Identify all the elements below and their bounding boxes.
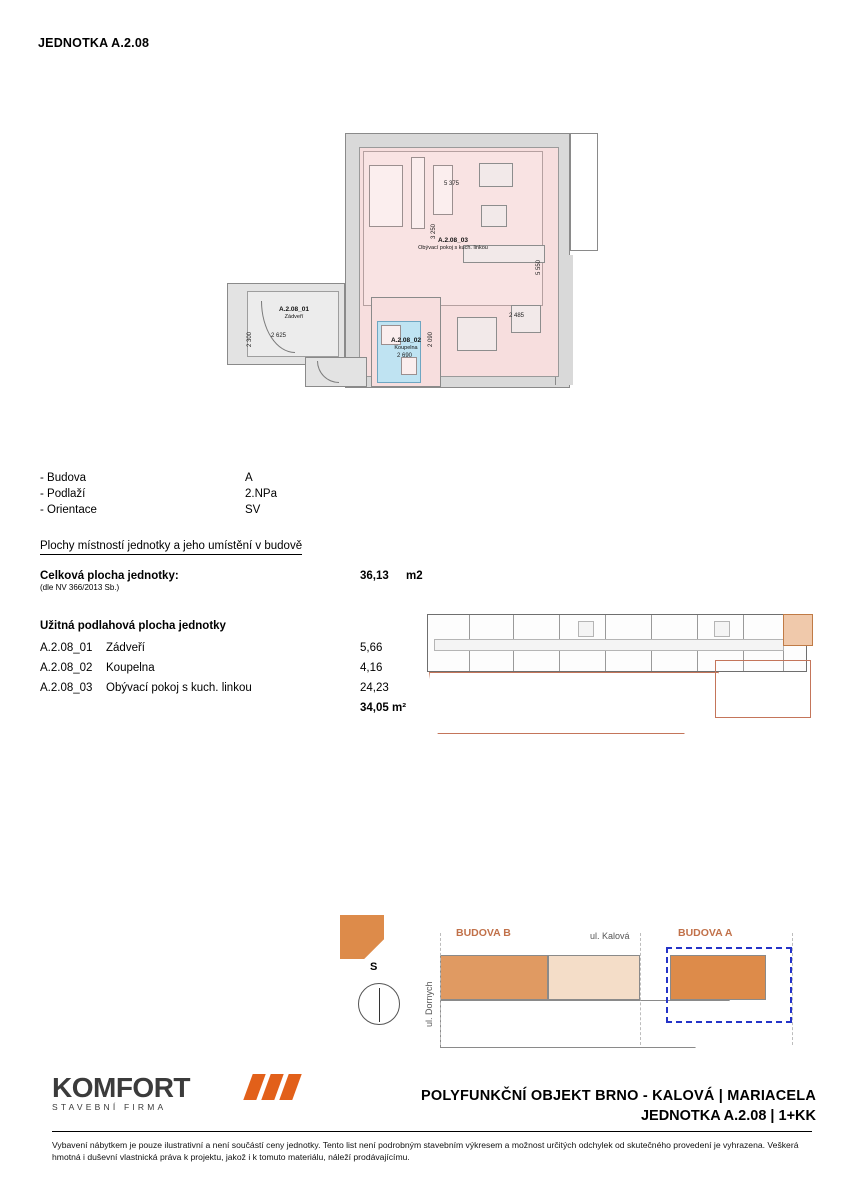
logo-tagline: STAVEBNÍ FIRMA xyxy=(52,1102,167,1112)
logo-wordmark: KOMFORT xyxy=(52,1072,191,1103)
dimension-3250: 3 250 xyxy=(431,223,437,239)
key-plan-stair xyxy=(714,621,730,637)
total-area-block xyxy=(40,570,470,592)
footer-divider xyxy=(52,1131,812,1132)
info-label: - Budova xyxy=(40,472,87,484)
street-label-dornych: ul. Dornych xyxy=(424,981,434,1027)
dimension-2300: 2 300 xyxy=(247,331,253,347)
project-name: POLYFUNKČNÍ OBJEKT BRNO - KALOVÁ | MARIACELA xyxy=(421,1088,816,1104)
room-code: A.2.08_02 xyxy=(40,662,93,674)
site-label-building-a: BUDOVA A xyxy=(678,927,733,939)
site-building-b-1 xyxy=(440,955,548,1000)
dimension-2485: 2 485 xyxy=(509,313,525,319)
info-value: SV xyxy=(245,504,261,516)
plan-room-name: Koupelna xyxy=(394,345,418,352)
info-row-budova xyxy=(40,472,380,484)
plan-room-label-hall xyxy=(259,306,329,321)
plan-room-name: Zádveří xyxy=(284,314,304,321)
room-name: Koupelna xyxy=(106,662,155,674)
furniture-table xyxy=(433,165,453,215)
project-unit: JEDNOTKA A.2.08 | 1+KK xyxy=(640,1108,816,1124)
dimension-2690: 2 690 xyxy=(397,353,413,359)
plan-room-code: A.2.08_03 xyxy=(438,237,468,244)
info-label: - Orientace xyxy=(40,504,97,516)
dimension-2625: 2 625 xyxy=(271,333,287,339)
sum-spacer xyxy=(40,702,360,714)
table-row xyxy=(40,658,470,678)
key-plan-stair xyxy=(578,621,594,637)
info-value: 2.NPa xyxy=(245,488,277,500)
usable-area-heading: Užitná podlahová plocha jednotky xyxy=(40,620,226,632)
compass-needle-icon xyxy=(379,988,380,1022)
key-plan-corridor xyxy=(434,639,784,651)
site-label-building-b: BUDOVA B xyxy=(456,927,511,939)
table-row xyxy=(40,638,470,658)
room-code: A.2.08_01 xyxy=(40,642,93,654)
unit-info-list xyxy=(40,472,380,520)
site-plan xyxy=(340,915,830,1060)
room-code: A.2.08_03 xyxy=(40,682,93,694)
furniture-bed xyxy=(369,165,403,227)
table-row xyxy=(40,678,470,698)
usable-area-sum: 34,05 m² xyxy=(360,702,407,714)
street-label-kalova: ul. Kalová xyxy=(590,931,630,941)
room-area: 24,23 xyxy=(360,682,389,694)
site-grid-line xyxy=(640,933,641,1045)
info-label: - Podlaží xyxy=(40,488,86,500)
total-area-note: (dle NV 366/2013 Sb.) xyxy=(40,583,120,592)
info-value: A xyxy=(245,472,253,484)
plan-room-code: A.2.08_02 xyxy=(391,337,421,344)
site-grid-line xyxy=(792,933,793,1045)
furniture-wardrobe xyxy=(411,157,425,229)
company-logo xyxy=(52,1072,190,1112)
furniture-wc xyxy=(401,357,417,375)
logo-slash-icon xyxy=(248,1074,304,1100)
compass-label-south: S xyxy=(370,961,378,973)
key-plan-highlighted-unit xyxy=(783,614,813,646)
site-grid-line xyxy=(440,933,441,1045)
site-building-b-2 xyxy=(548,955,640,1000)
furniture-sofa xyxy=(479,163,513,187)
total-area-unit: m2 xyxy=(406,570,423,582)
usable-area-sum-row xyxy=(40,698,470,714)
building-key-plan xyxy=(415,600,825,760)
key-plan-wing-outline xyxy=(715,660,811,718)
furniture-dining-table xyxy=(457,317,497,351)
key-plan-site-outline xyxy=(429,672,719,734)
plan-room-code: A.2.08_01 xyxy=(279,306,309,313)
room-area: 5,66 xyxy=(360,642,383,654)
site-building-a-2 xyxy=(340,915,384,959)
usable-area-table xyxy=(40,638,470,714)
disclaimer-text: Vybavení nábytkem je pouze ilustrativní a není součástí ceny jednotky. Tento list není podrobným stavebním výkresem a možnost určitých odchylek od skutečného provedení je vyhrazena. Veškerá hmotná i duševní vlastnická práva k projektu, jakož i k tomuto materiálu, náleží prodávajícímu. xyxy=(52,1140,799,1163)
info-row-orientace xyxy=(40,504,380,516)
total-area-value: 36,13 xyxy=(360,570,389,582)
site-selected-building-highlight xyxy=(666,947,792,1023)
dimension-5375: 5 375 xyxy=(444,181,460,187)
plan-room-name: Obývací pokoj s kuch. linkou xyxy=(418,245,488,252)
total-area-row xyxy=(40,570,470,582)
floor-plan xyxy=(225,125,625,405)
room-name: Obývací pokoj s kuch. linkou xyxy=(106,682,252,694)
page-title: JEDNOTKA A.2.08 xyxy=(38,36,150,50)
project-title-block xyxy=(421,1088,816,1124)
plan-room-label-living xyxy=(398,237,508,252)
dimension-2090: 2 090 xyxy=(428,331,434,347)
room-name: Zádveří xyxy=(106,642,145,654)
section-heading: Plochy místností jednotky a jeho umístění v budově xyxy=(40,540,302,555)
room-area: 4,16 xyxy=(360,662,383,674)
plan-balcony xyxy=(570,133,598,251)
total-area-label: Celková plocha jednotky: xyxy=(40,570,179,582)
plan-room-label-bath xyxy=(378,337,434,352)
dimension-5550: 5 550 xyxy=(536,259,542,275)
furniture-appliance xyxy=(511,305,541,333)
furniture-chair xyxy=(481,205,507,227)
info-row-podlazi xyxy=(40,488,380,500)
compass-icon xyxy=(358,983,400,1025)
